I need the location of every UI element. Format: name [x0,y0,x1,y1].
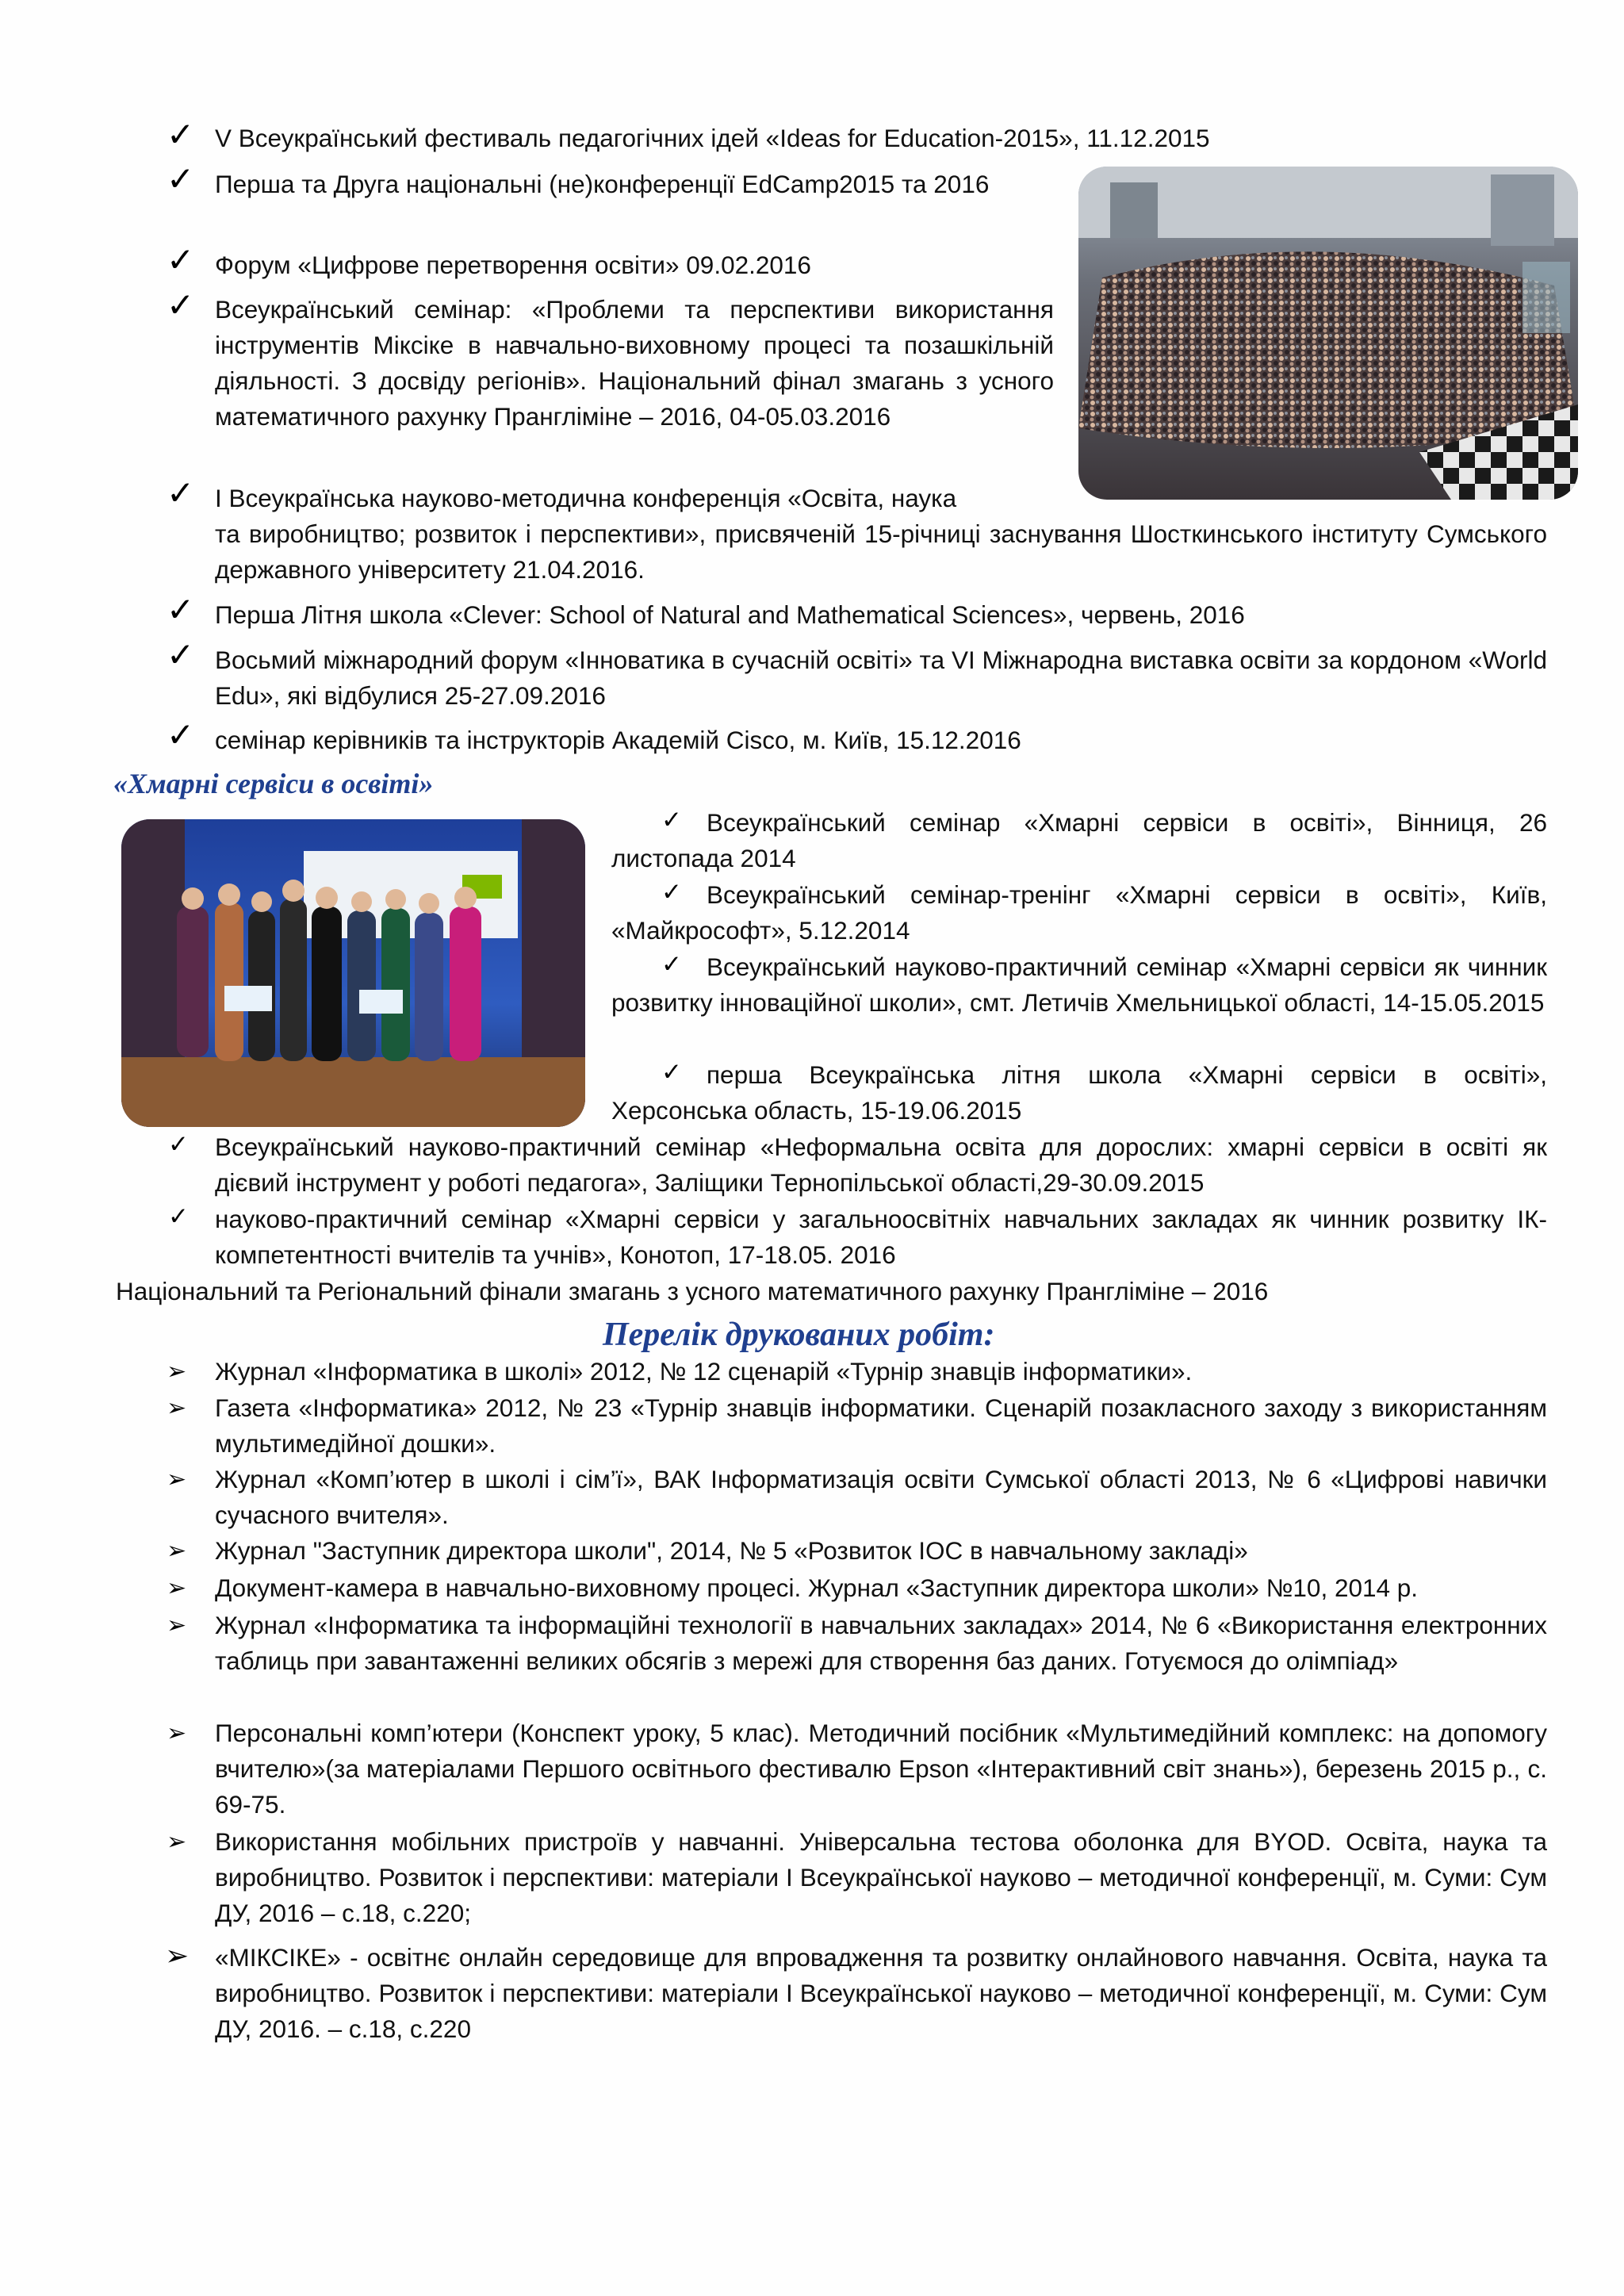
cloud-item: перша Всеукраїнська літня школа «Хмарні сервіси в освіті», Херсонська область, 15-19.06.2015 [611,1060,1547,1125]
checkmark-icon: ✓ [167,115,195,154]
arrowhead-icon: ➢ [167,1466,187,1493]
publication-item: Документ-камера в навчально-виховному процесі. Журнал «Заступник директора школи» №10, 2014 р. [215,1573,1419,1602]
arrowhead-icon: ➢ [167,1574,187,1602]
event-item: Форум «Цифрове перетворення освіти» 09.02.2016 [215,251,811,279]
cloud-item: науково-практичний семінар «Хмарні сервіси у загальноосвітніх навчальних закладах як чинник розвитку ІК-компетентності вчителів та учнів», Конотоп, 17-18.05. 2016 [215,1205,1547,1269]
checkmark-icon: ✓ [167,635,195,674]
arrowhead-icon: ➢ [167,1719,187,1747]
checkmark-icon: ✓ [661,806,682,834]
event-item: семінар керівників та інструкторів Академій Cisco, м. Київ, 15.12.2016 [215,726,1021,754]
arrowhead-icon: ➢ [167,1612,187,1639]
arrowhead-icon: ➢ [167,1537,187,1565]
event-item: V Всеукраїнський фестиваль педагогічних ідей «Ideas for Education-2015», 11.12.2015 [215,124,1210,152]
checkmark-icon: ✓ [661,1058,682,1087]
event-item-line2: та виробництво; розвиток і перспективи», присвяченій 15-річниці заснування Шосткинського інституту Сумського державного університету 21.04.2016. [215,519,1547,584]
publication-item: Журнал «Інформатика в школі» 2012, № 12 сценарій «Турнір знавців інформатики». [215,1357,1193,1386]
cloud-item: Всеукраїнський семінар-тренінг «Хмарні сервіси в освіті», Київ, «Майкрософт», 5.12.2014 [611,880,1547,945]
arrowhead-icon: ➢ [167,1394,187,1422]
cloud-item: Всеукраїнський науково-практичний семінар «Неформальна освіта для дорослих: хмарні сервіси в освіті як дієвий інструмент у роботі педагога», Заліщики Тернопільської області,29-30.09.2015 [215,1133,1547,1197]
group-photo [121,819,585,1127]
pranglimine-final-line: Національний та Регіональний фінали змагань з усного математичного рахунку Прангліміне – 2016 [116,1277,1269,1305]
checkmark-icon: ✓ [167,715,195,754]
checkmark-icon: ✓ [168,1202,189,1231]
section-title-cloud: «Хмарні сервіси в освіті» [113,768,434,799]
arrowhead-icon: ➢ [165,1940,190,1972]
cloud-item-wrap [611,1057,1547,1129]
checkmark-icon: ✓ [167,473,195,512]
checkmark-icon: ✓ [661,878,682,907]
checkmark-icon: ✓ [167,286,195,324]
event-item: Восьмий міжнародний форум «Інноватика в сучасній освіті» та VI Міжнародна виставка освіти за кордоном «World Edu», які відбулися 25-27.09.2016 [215,646,1547,710]
event-item-line1: І Всеукраїнська науково-методична конференція «Освіта, наука [215,484,957,512]
cloud-item-wrap [611,877,1547,949]
event-item: Перша та Друга національні (не)конференції EdCamp2015 та 2016 [215,170,990,198]
checkmark-icon: ✓ [167,590,195,629]
cloud-item: Всеукраїнський науково-практичний семінар «Хмарні сервіси як чинник розвитку інноваційної школи», смт. Летичів Хмельницької області, 14-15.05.2015 [611,953,1547,1017]
cloud-item-wrap [611,949,1547,1021]
checkmark-icon: ✓ [167,240,195,279]
publication-item: Персональні комп’ютери (Конспект уроку, 5 клас). Методичний посібник «Мультимедійний комплекс: на допомогу вчителю»(за матеріалами Першого освітнього фестивалю Epson «Інтерактивний світ знань»), березень 2015 р., с. 69-75. [215,1719,1547,1819]
checkmark-icon: ✓ [661,950,682,979]
publication-item: Газета «Інформатика» 2012, № 23 «Турнір знавців інформатики. Сценарій позакласного заходу з використанням мультимедійної дошки». [215,1393,1547,1458]
section-title-publications: Перелік друкованих робіт: [603,1317,995,1353]
cloud-item: Всеукраїнський семінар «Хмарні сервіси в освіті», Вінниця, 26 листопада 2014 [611,808,1547,872]
publication-item: Журнал "Заступник директора школи", 2014, № 5 «Розвиток ІОС в навчальному закладі» [215,1536,1248,1565]
event-item: Всеукраїнський семінар: «Проблеми та перспективи використання інструментів Міксіке в навчально-виховному процесі та позашкільній діяльності. З досвіду регіонів». Національний фінал змагань з усного математичного рахунку Прангліміне – 2016, 04-05.03.2016 [215,295,1054,431]
checkmark-icon: ✓ [168,1130,189,1159]
publication-item: Журнал «Інформатика та інформаційні технології в навчальних закладах» 2014, № 6 «Використання електронних таблиць при завантаженні великих обсягів з мережі для створення баз даних. Готуємося до олімпіад» [215,1611,1547,1675]
arrowhead-icon: ➢ [167,1828,187,1856]
publication-item: «МІКСІКЕ» - освітнє онлайн середовище для впровадження та розвитку онлайнового навчання. Освіта, наука та виробництво. Розвиток і перспективи: матеріали І Всеукраїнської науково – методичної конференції, м. Суми: Сум ДУ, 2016. – с.18, с.220 [215,1943,1547,2043]
cloud-item-wrap [611,805,1547,876]
checkmark-icon: ✓ [167,159,195,198]
publication-item: Журнал «Комп’ютер в школі і сім’ї», ВАК Інформатизація освіти Сумської області 2013, № 6 «Цифрові навички сучасного вчителя». [215,1465,1547,1529]
publication-item: Використання мобільних пристроїв у навчанні. Універсальна тестова оболонка для BYOD. Освіта, наука та виробництво. Розвиток і перспективи: матеріали І Всеукраїнської науково – методичної конференції, м. Суми: Сум ДУ, 2016 – с.18, с.220; [215,1827,1547,1927]
event-item: Перша Літня школа «Clever: School of Natural and Mathematical Sciences», червень, 2016 [215,600,1245,629]
arrowhead-icon: ➢ [167,1358,187,1386]
conference-crowd-photo [1078,167,1578,500]
